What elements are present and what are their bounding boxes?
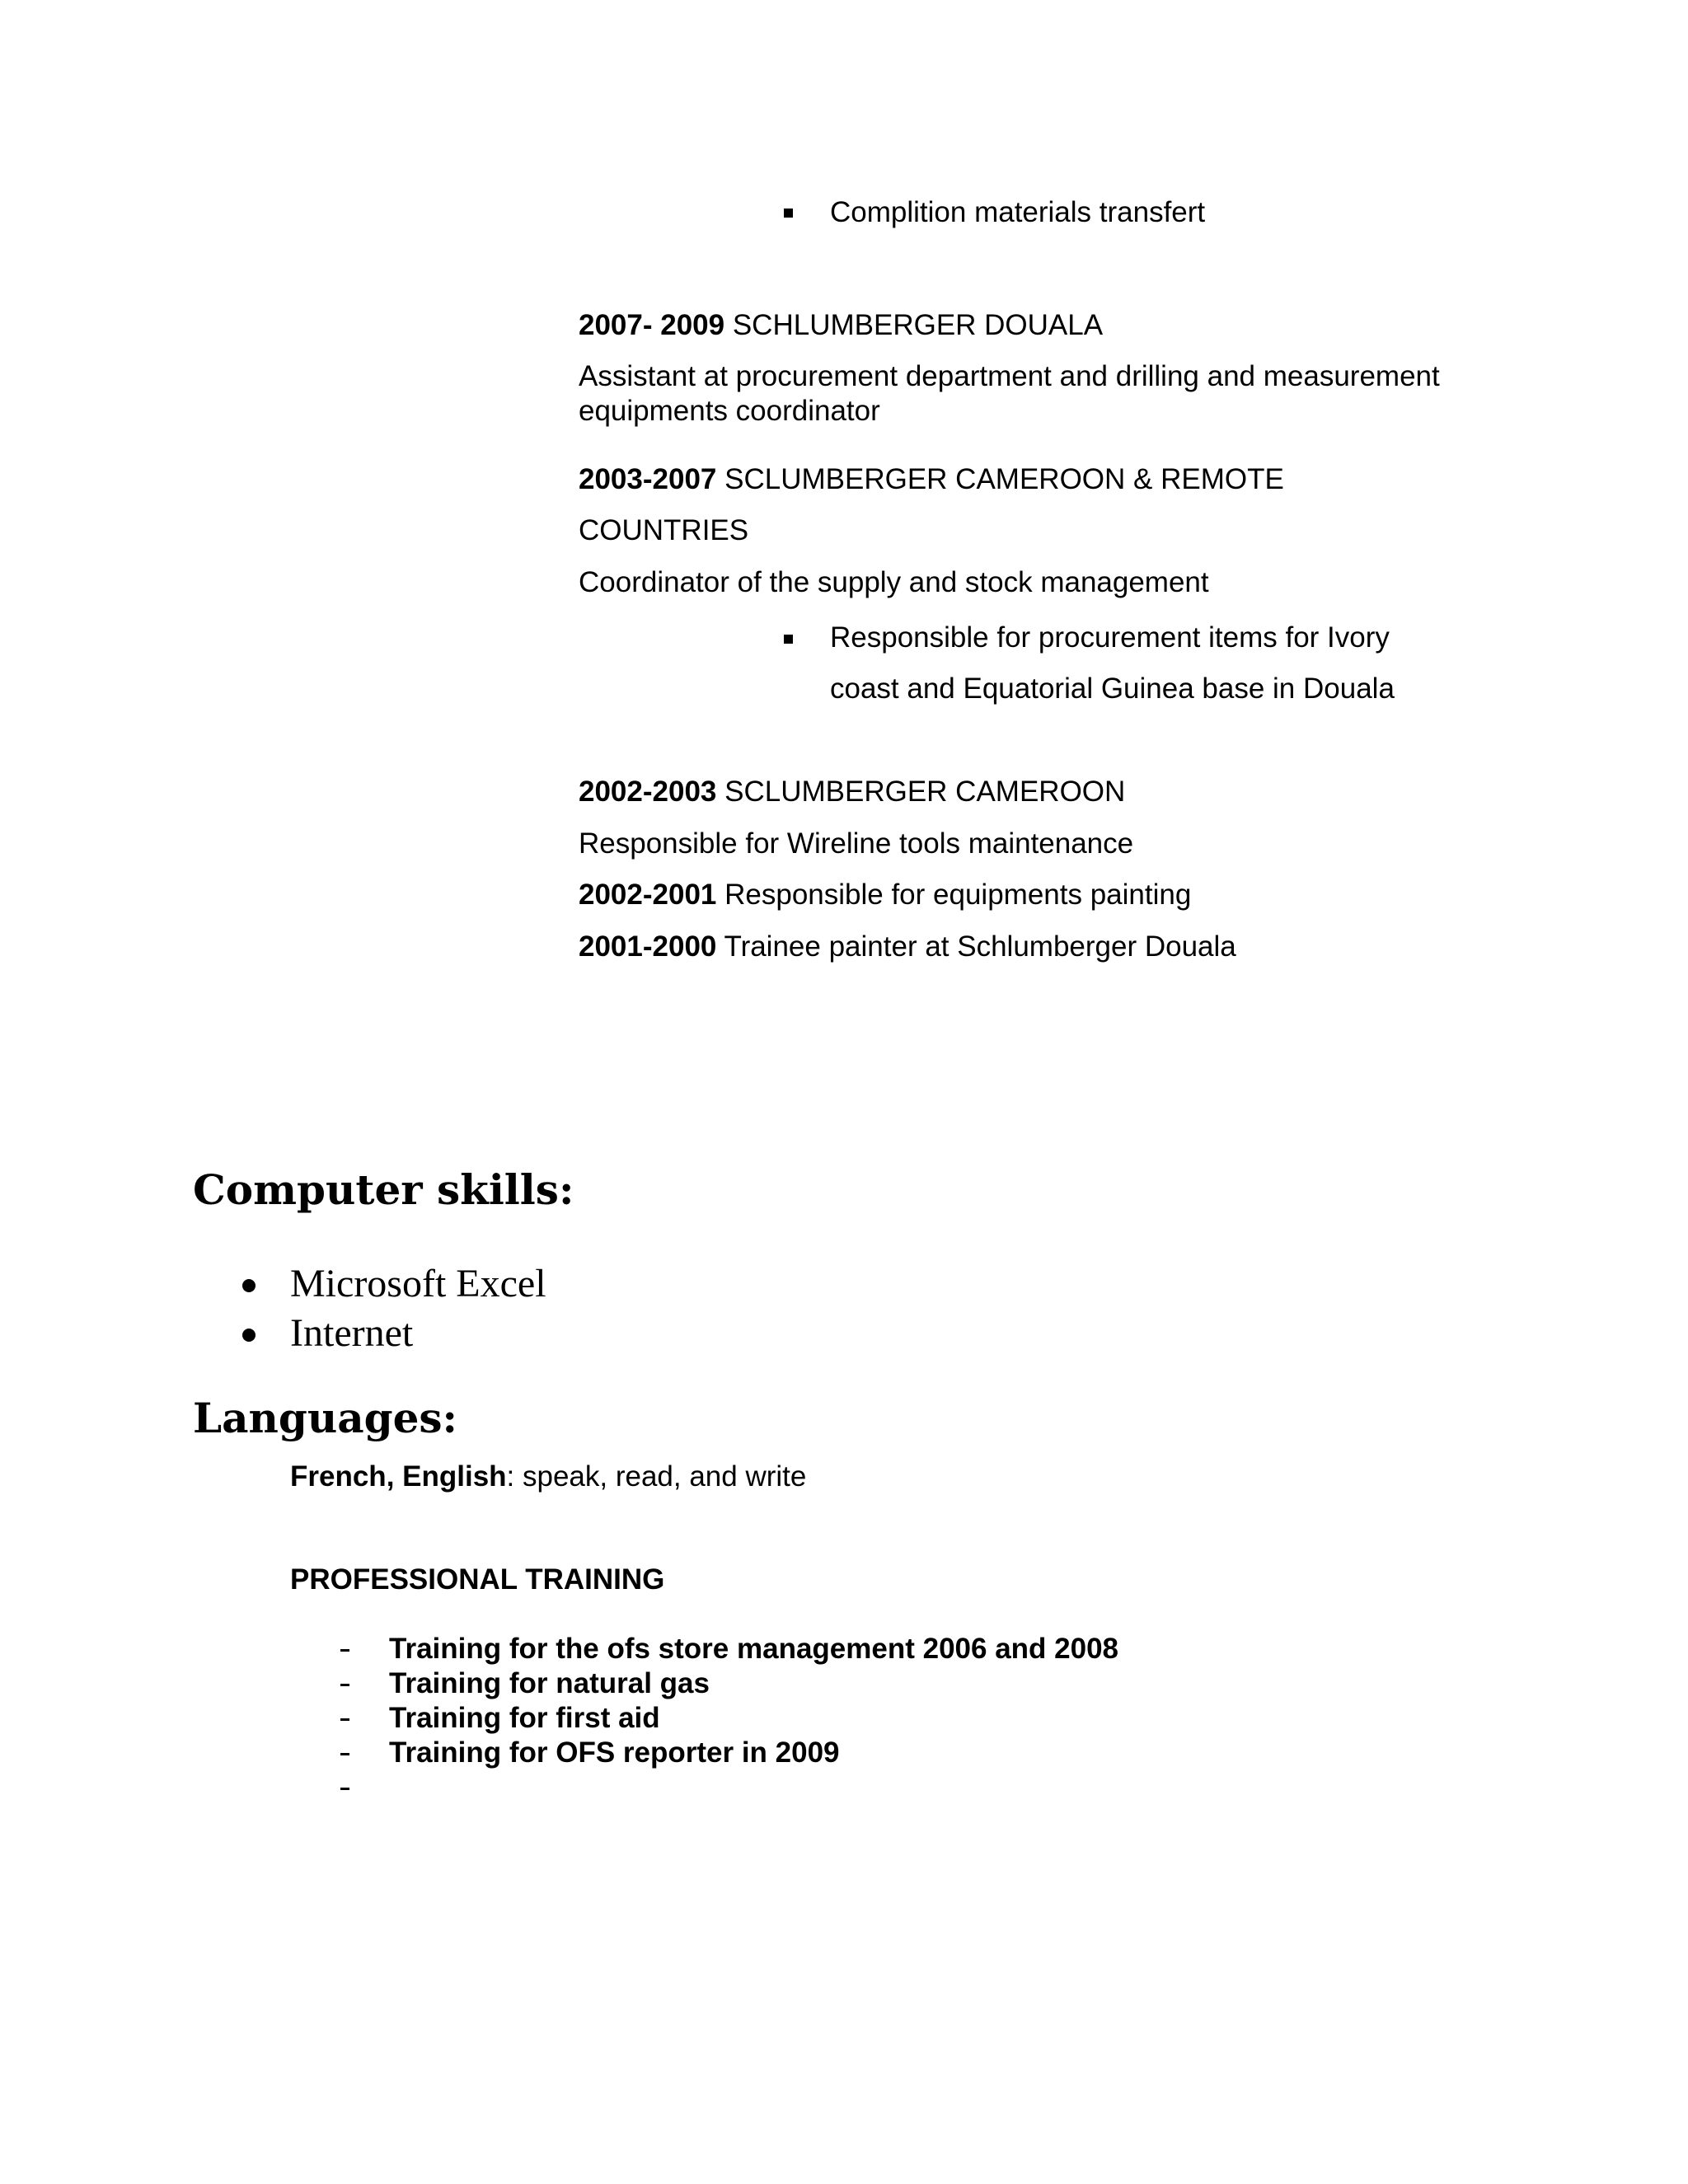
dot-bullet-icon [242, 1279, 256, 1292]
job-years: 2001-2000 [579, 930, 717, 963]
dash-bullet-icon [340, 1684, 349, 1686]
job-role: Coordinator of the supply and stock management [579, 566, 1209, 598]
job-line [579, 930, 1236, 964]
section-heading-computer-skills: Computer skills: [193, 1165, 574, 1214]
skill-item: Internet [290, 1311, 414, 1355]
training-item: Training for first aid [389, 1702, 660, 1734]
job-years: 2003-2007 [579, 463, 717, 495]
job-header [579, 308, 1103, 343]
bullet-text: Responsible for procurement items for Ivory [830, 621, 1390, 654]
job-header [579, 775, 1125, 809]
square-bullet-icon [784, 635, 793, 644]
dash-bullet-icon [340, 1649, 349, 1652]
job-company-continued: COUNTRIES [579, 514, 749, 546]
job-years: 2002-2003 [579, 776, 717, 808]
job-company: SCLUMBERGER CAMEROON [716, 776, 1126, 808]
bullet-text: coast and Equatorial Guinea base in Douala [830, 673, 1395, 705]
training-item: Training for OFS reporter in 2009 [389, 1736, 840, 1769]
job-company: SCLUMBERGER CAMEROON & REMOTE [716, 463, 1284, 495]
job-line [579, 878, 1191, 912]
job-header [579, 462, 1284, 497]
dash-bullet-icon [340, 1788, 349, 1790]
job-role: equipments coordinator [579, 395, 880, 427]
dash-bullet-icon [340, 1718, 349, 1721]
skill-item: Microsoft Excel [290, 1262, 546, 1305]
training-item: Training for natural gas [389, 1667, 710, 1699]
section-heading-training: PROFESSIONAL TRAINING [290, 1563, 665, 1596]
job-years: 2007- 2009 [579, 309, 725, 341]
section-heading-languages: Languages: [193, 1394, 457, 1442]
dash-bullet-icon [340, 1753, 349, 1755]
dot-bullet-icon [242, 1329, 256, 1342]
language-detail: : speak, read, and write [506, 1460, 807, 1493]
bullet-text: Complition materials transfert [830, 196, 1206, 228]
job-role: Assistant at procurement department and drilling and measurement [579, 360, 1440, 392]
language-names: French, English [290, 1460, 507, 1493]
job-role: Responsible for Wireline tools maintenance [579, 827, 1134, 860]
job-years: 2002-2001 [579, 879, 717, 911]
training-item: Training for the ofs store management 2006 and 2008 [389, 1633, 1118, 1665]
job-role: Responsible for equipments painting [716, 879, 1192, 911]
square-bullet-icon [784, 209, 793, 218]
job-role: Trainee painter at Schlumberger Douala [716, 930, 1236, 963]
job-company: SCHLUMBERGER DOUALA [724, 309, 1104, 341]
languages-line [290, 1460, 806, 1494]
